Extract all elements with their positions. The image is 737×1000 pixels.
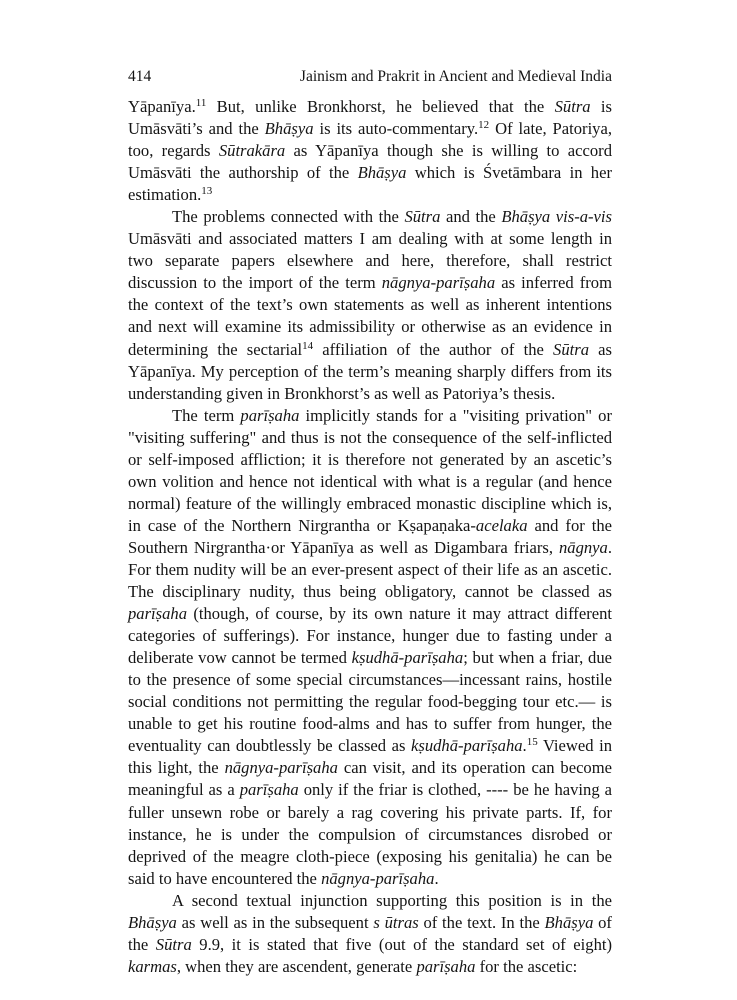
text-run: only if the friar is clothed, ---- be he having a fuller unsewn robe or barely a rag covering his private parts. If, for instance, he is under the compulsion of circumstances disrobed or deprived of the meagre cloth-piece (exposing his genitalia) he can be said to have encountered the: [128, 780, 612, 888]
text-run: as inferred from the context of the text’s own statements as well as inherent intentions and next will examine its admissibility or otherwise as an evidence in determining the sectarial: [128, 273, 612, 359]
text-run: as Yāpanīya though she is willing to accord Umāsvāti the authorship of the: [128, 141, 613, 183]
italic-term: Sūtra: [553, 339, 589, 359]
running-title: Jainism and Prakrit in Ancient and Medieval India: [299, 68, 612, 85]
text-run: The term: [172, 405, 241, 425]
text-run: .: [434, 868, 439, 888]
italic-term: s ūtras: [373, 912, 419, 932]
text-run: and for the Southern Nirgrantha·or Yāpanīya as well as Digambara friars,: [128, 515, 612, 557]
italic-term: Sūtra: [554, 97, 591, 116]
text-run: is Umāsvāti’s and the: [128, 97, 612, 139]
italic-term: nāgnya: [558, 537, 608, 557]
footnote-ref: 15: [526, 736, 538, 749]
text-run: The problems connected with the: [172, 207, 405, 227]
text-run: as well as in the subsequent: [176, 912, 374, 932]
italic-term: nāgnya-parīṣaha: [321, 868, 435, 888]
text-run: A second textual injunction supporting this position is in the: [172, 890, 612, 910]
italic-term: acelaka: [475, 515, 528, 535]
text-run: is its auto-commentary.: [313, 119, 479, 139]
text-run: Yāpanīya.: [128, 97, 196, 116]
page-number: 414: [128, 68, 152, 85]
paragraph-2: [128, 206, 612, 404]
footnote-ref: 14: [302, 339, 314, 352]
text-run: and the: [440, 207, 502, 227]
footnote-ref: 11: [195, 97, 207, 109]
text-run: of the text. In the: [418, 912, 545, 932]
italic-term: parīṣaha: [128, 604, 188, 624]
text-run: can visit, and its operation can become meaningful as a: [128, 758, 613, 800]
italic-term: Bhāṣya: [264, 119, 314, 139]
italic-term: Bhāṣya: [128, 912, 177, 932]
italic-term: kṣudhā-parīṣaha: [351, 648, 464, 668]
italic-term: Sūtra: [155, 934, 192, 954]
page-header: [128, 68, 612, 90]
italic-term: parīṣaha: [239, 780, 299, 800]
text-run: for the ascetic:: [475, 956, 578, 976]
italic-term: Bhāṣya: [357, 163, 407, 183]
text-run: 9.9, it is stated that five (out of the standard set of eight): [191, 934, 613, 954]
italic-term: parīṣaha: [240, 405, 300, 425]
text-run: (though, of course, by its own nature it may attract different categories of sufferings). For instance, hunger due to fasting under a deliberate vow cannot be termed: [128, 604, 612, 668]
italic-term: nāgnya-parīṣaha: [224, 758, 338, 778]
text-run: .: [522, 736, 527, 756]
italic-term: karmas: [128, 956, 177, 976]
text-run: ; but when a friar, due to the presence of some special circumstances—incessant rains, hostile social conditions not permitting the regular food-begging tour etc.— is unable to get his routine food-alms and has to suffer from hunger, the eventuality can doubtlessly be classed as: [128, 648, 612, 756]
text-run: of the: [128, 912, 612, 954]
italic-term: Sūtrakāra: [218, 141, 286, 161]
italic-term: Sūtra: [404, 207, 441, 227]
text-run: as Yāpanīya. My perception of the term’s meaning sharply differs from its understanding given in Bronkhorst’s as well as Patoriya’s thesis.: [128, 339, 612, 403]
text-run: , when they are ascendent, generate: [176, 956, 417, 976]
text-run: implicitly stands for a "visiting privation" or "visiting suffering" and thus is not the consequence of the self-inflicted or self-imposed affliction; it is therefore not generated by an ascetic’s own volition and hence not identical with what is a regular (and hence normal) feature of the willingly embraced monastic discipline which is, in case of the Northern Nirgrantha or Kṣapaṇaka-: [128, 405, 612, 535]
italic-term: kṣudhā-parīṣaha: [411, 736, 523, 756]
text-run: But, unlike Bronkhorst, he believed that the: [206, 97, 555, 116]
paragraph-1: [128, 96, 612, 206]
footnote-ref: 13: [201, 185, 213, 198]
italic-term: Bhāṣya: [544, 912, 594, 932]
paragraph-3: [128, 405, 612, 890]
text-run: affiliation of the author of the: [313, 339, 554, 359]
italic-term: nāgnya-parīṣaha: [381, 273, 496, 293]
italic-term: parīṣaha: [416, 956, 476, 976]
paragraph-4: [128, 890, 612, 978]
text-run: . For them nudity will be an ever-present aspect of their life as an ascetic. The disciplinary nudity, thus being obligatory, cannot be classed as: [128, 537, 612, 602]
text-run: Of late, Patoriya, too, regards: [128, 119, 612, 161]
italic-term: Bhāṣya vis-a-vis: [501, 207, 612, 227]
footnote-ref: 12: [478, 119, 490, 132]
body-text: [128, 96, 612, 978]
text-run: Umāsvāti and associated matters I am dealing with at some length in two separate papers elsewhere and here, therefore, shall restrict discussion to the import of the term: [128, 229, 612, 293]
text-run: Viewed in this light, the: [128, 736, 612, 778]
text-run: which is Śvetāmbara in her estimation.: [128, 163, 612, 205]
